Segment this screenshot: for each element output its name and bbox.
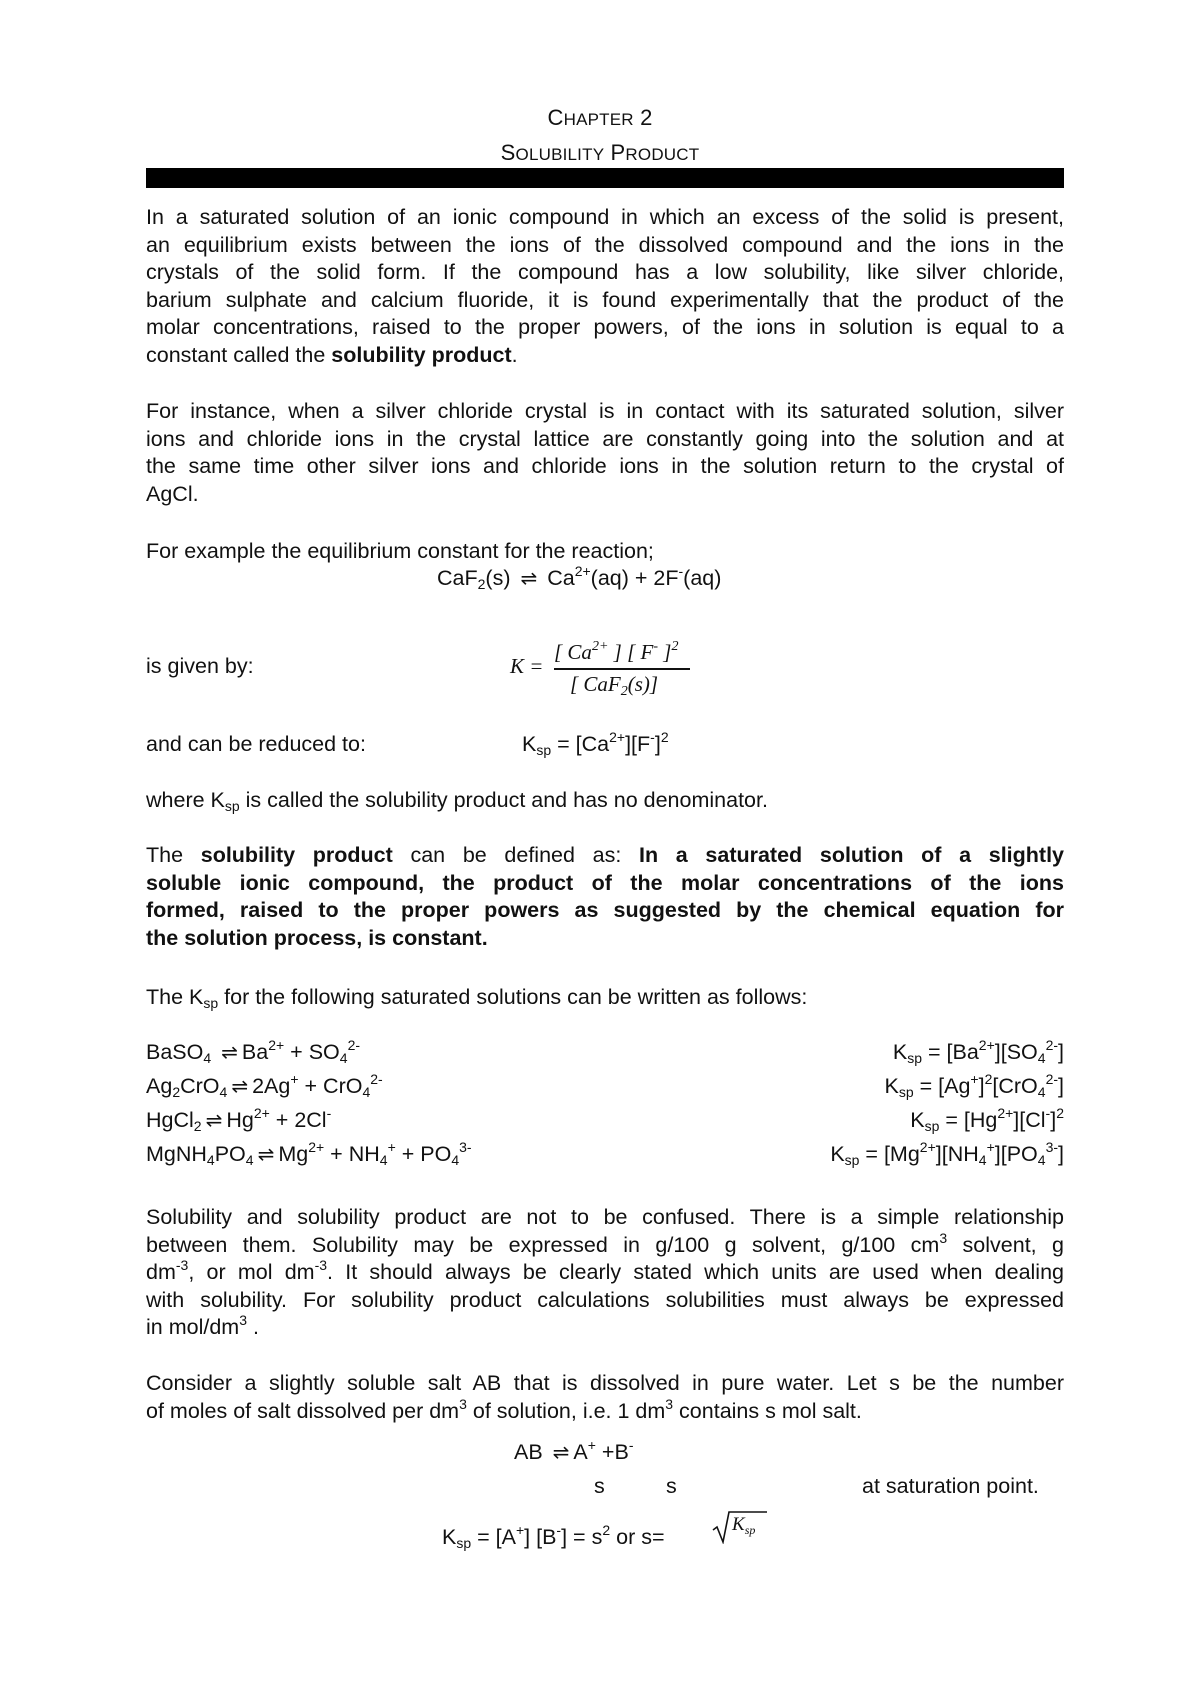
label-s-cation: s bbox=[594, 1474, 605, 1498]
equation-hgcl2: HgCl$_2$ ⇌ $Hg^{2+} + 2Cl^-$ bbox=[146, 1105, 332, 1134]
paragraph-instance: For instance, when a silver chloride crystal is in contact with its saturated solution, silver ions and chloride ions in the crystal lattice are constantly going into the solution and at the same time other silver ions and chloride ions in the solution return to the crystal of AgCl. bbox=[146, 399, 1064, 506]
label-is-given-by: is given by: bbox=[146, 654, 254, 678]
equation-mgnh4po4: $MgNH_4PO_4$ ⇌ $Mg^{2+} + NH_4^+ + PO_4^{3-}$ bbox=[146, 1139, 472, 1168]
equation-ag2cro4: $Ag_2CrO_4$ ⇌ 2Ag+ + CrO$_4^{2-}$ bbox=[146, 1071, 383, 1100]
sqrt-ksp: $K_{sp}$ bbox=[712, 1508, 768, 1544]
equation-ksp-caf2: $K_{sp} = [Ca^{2+}][F^-]^2$ bbox=[522, 729, 669, 758]
chapter-heading: CHAPTER 2 bbox=[547, 105, 653, 130]
sentence-ksp-intro: The $K_{sp}$ for the following saturated solutions can be written as follows: bbox=[146, 985, 808, 1011]
title-divider-bar bbox=[146, 168, 1064, 188]
equation-baso4: BaSO$_4$ ⇌ $Ba^{2+} + SO_4^{2-}$ bbox=[146, 1037, 361, 1066]
paragraph-salt-ab: Consider a slightly soluble salt AB that is dissolved in pure water. Let s be the number of moles of salt dissolved per $dm^3$ of solution, i.e. 1 $dm^3$ contains s mol salt. bbox=[146, 1371, 1064, 1423]
equation-ksp-ab: $K_{sp} = [A^+] [B^-] = s^2$ or s= bbox=[442, 1522, 665, 1551]
chapter-title: SOLUBILITY PRODUCT bbox=[500, 140, 700, 165]
paragraph-solubility-units: Solubility and solubility product are not to be confused. There is a simple relationship between them. Solubility may be expressed in g/100 g solvent, g/100 $cm^3$ solvent, g $dm^{-3}$, or mol $dm^{-3}$. It should always be clearly stated which units are used when dealing with solubility. For solubility product calculations solubilities must always be expressed in mol/$dm^3$ . bbox=[146, 1205, 1065, 1340]
label-saturation-point: at saturation point. bbox=[862, 1474, 1039, 1498]
paragraph-definition: The solubility product can be defined as: In a saturated solution of a slightly soluble ionic compound, the product of the molar concentrations of the ions formed, raised to the proper powers as suggested by the chemical equation for the solution process, is constant. bbox=[146, 843, 1064, 950]
label-s-anion: s bbox=[666, 1474, 677, 1498]
label-reduced-to: and can be reduced to: bbox=[146, 732, 366, 756]
sentence-where-ksp: where $K_{sp}$ is called the solubility product and has no denominator. bbox=[146, 788, 768, 814]
ksp-hgcl2: $K_{sp} = [Hg^{2+}][Cl^-]^2$ bbox=[910, 1105, 1064, 1134]
equation-ab-dissolution: AB ⇌ A+ +B- bbox=[514, 1437, 634, 1464]
paragraph-example: For example the equilibrium constant for the reaction; bbox=[146, 539, 654, 563]
ksp-baso4: $K_{sp} = [Ba^{2+}][SO_4^{2-}]$ bbox=[892, 1037, 1064, 1066]
equation-caf2-dissolution: CaF$_2$(s) ⇌ $Ca^{2+}(aq) + 2F^-(aq)$ bbox=[437, 563, 722, 592]
ksp-ag2cro4: $K_{sp} = [Ag^+]^2[CrO_4^{2-}]$ bbox=[884, 1071, 1064, 1100]
ksp-mgnh4po4: $K_{sp} = [Mg^{2+}][NH_4^+][PO_4^{3-}]$ bbox=[830, 1139, 1064, 1168]
paragraph-intro: In a saturated solution of an ionic compound in which an excess of the solid is present, an equilibrium exists between the ions of the dissolved compound and the ions in the crystals of the solid form. If the compound has a low solubility, like silver chloride, barium sulphate and calcium fluoride, it is found experimentally that the product of the molar concentrations, raised to the proper powers, of the ions in solution is equal to a constant called the solubility product. bbox=[146, 205, 1064, 367]
equilibrium-constant-fraction: K = [ $Ca^{2+}$ ] [ F- ]$^2$ [ CaF$_2$(s)] bbox=[510, 636, 710, 706]
